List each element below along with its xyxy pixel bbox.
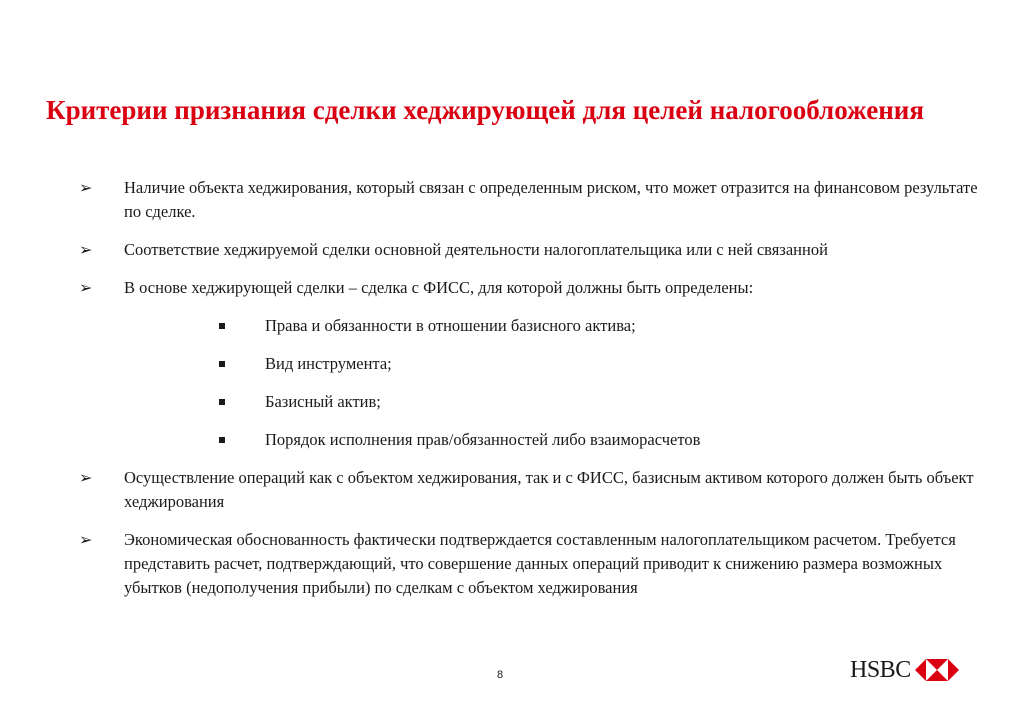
arrow-bullet-icon: ➢ [79,240,93,259]
sub-list-item [0,390,1023,414]
list-item [0,466,1023,514]
sub-list-item-text: Вид инструмента; [265,354,392,373]
list-item-text: Осуществление операций как с объектом хеджирования, так и с ФИСС, базисным активом которого должен быть объект хеджирования [124,468,974,511]
list-item-text: Наличие объекта хеджирования, который связан с определенным риском, что может отразится на финансовом результате по сделке. [124,178,978,221]
square-bullet-icon [219,361,225,367]
sub-list-item [0,352,1023,376]
arrow-bullet-icon: ➢ [79,278,93,297]
logo-text: HSBC [850,657,911,683]
arrow-bullet-icon: ➢ [79,530,93,549]
list-item-text: Экономическая обоснованность фактически подтверждается составленным налогоплательщиком расчетом. Требуется представить расчет, подтверждающий, что совершение данных операций приводит к снижению размера возможных убытков (недополучения прибыли) по сделкам с объектом хеджирования [124,530,956,597]
page-number: 8 [496,669,504,681]
list-item [0,238,1023,262]
sub-list-item-text: Права и обязанности в отношении базисного актива; [265,316,636,335]
sub-list-item-text: Порядок исполнения прав/обязанностей либо взаиморасчетов [265,430,701,449]
sub-list-item [0,314,1023,338]
hsbc-logo [850,656,959,684]
arrow-bullet-icon: ➢ [79,468,93,487]
arrow-bullet-icon: ➢ [79,178,93,197]
hsbc-hexagon-icon [915,659,959,681]
square-bullet-icon [219,399,225,405]
list-item [0,276,1023,300]
square-bullet-icon [219,437,225,443]
criteria-list [0,176,1023,614]
sub-list-item [0,428,1023,452]
slide-title: Критерии признания сделки хеджирующей для целей налогообложения [46,95,924,125]
list-item [0,528,1023,600]
square-bullet-icon [219,323,225,329]
list-item [0,176,1023,224]
sub-list-item-text: Базисный актив; [265,392,381,411]
list-item-text: В основе хеджирующей сделки – сделка с ФИСС, для которой должны быть определены: [124,278,754,297]
list-item-text: Соответствие хеджируемой сделки основной деятельности налогоплательщика или с ней связанной [124,240,828,259]
